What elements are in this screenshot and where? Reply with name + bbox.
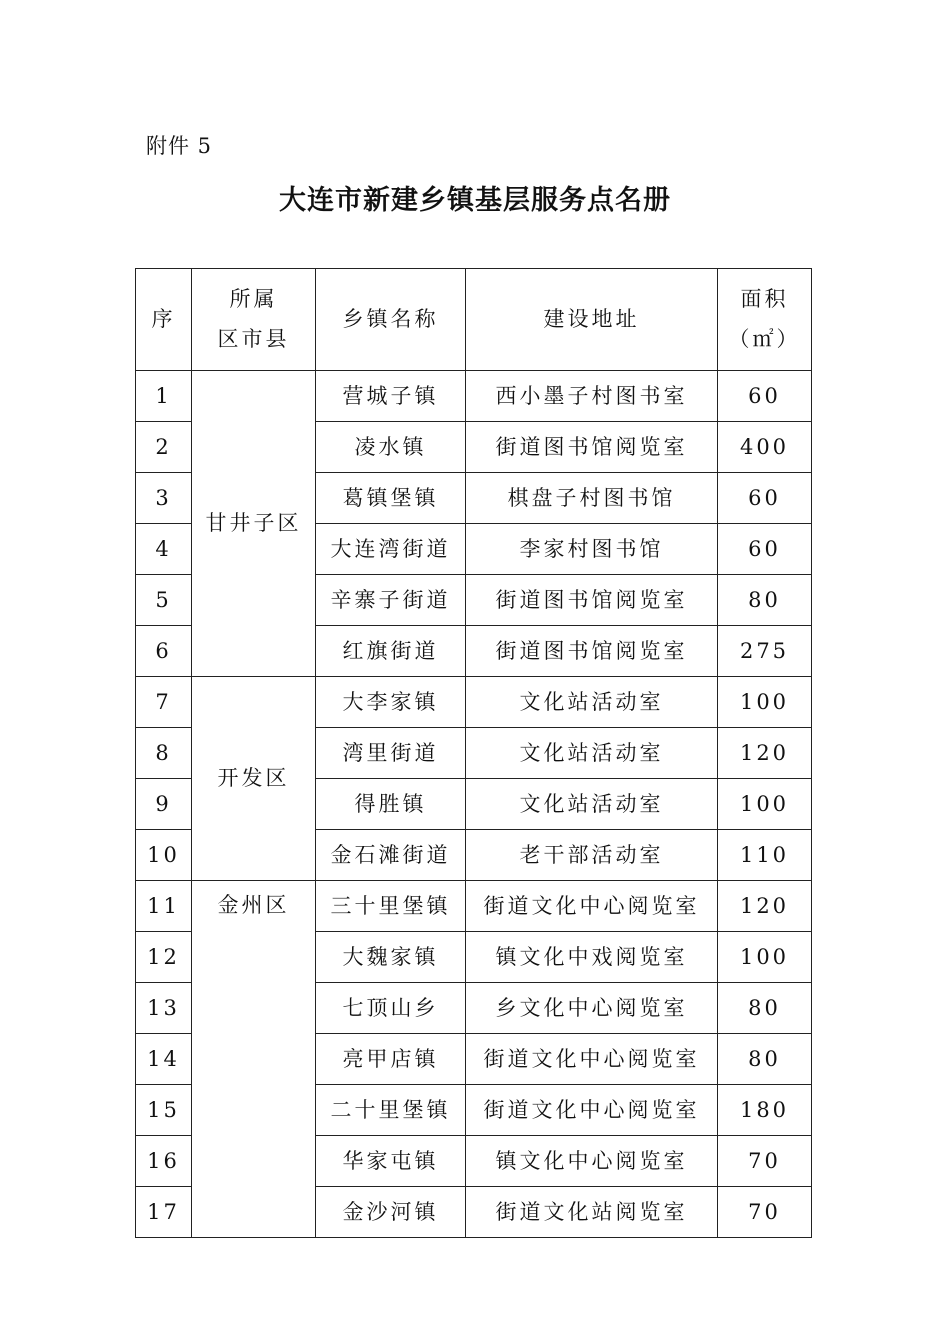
- town-cell: 三十里堡镇: [316, 881, 466, 932]
- seq-cell: 16: [136, 1136, 192, 1187]
- area-cell: 120: [718, 728, 812, 779]
- address-cell: 街道文化中心阅览室: [466, 1085, 718, 1136]
- address-cell: 西小墨子村图书室: [466, 371, 718, 422]
- address-cell: 街道文化中心阅览室: [466, 881, 718, 932]
- address-cell: 文化站活动室: [466, 728, 718, 779]
- address-cell: 文化站活动室: [466, 779, 718, 830]
- attachment-label: 附件 5: [146, 134, 213, 158]
- area-cell: 70: [718, 1187, 812, 1238]
- area-cell: 60: [718, 473, 812, 524]
- town-cell: 大魏家镇: [316, 932, 466, 983]
- town-cell: 红旗街道: [316, 626, 466, 677]
- seq-cell: 6: [136, 626, 192, 677]
- address-cell: 街道文化中心阅览室: [466, 1034, 718, 1085]
- table-header-row: [136, 269, 812, 371]
- area-cell: 80: [718, 575, 812, 626]
- table-body: [136, 371, 812, 1238]
- seq-cell: 2: [136, 422, 192, 473]
- header-district-line2: 区市县: [217, 326, 290, 351]
- town-cell: 金石滩街道: [316, 830, 466, 881]
- town-cell: 华家屯镇: [316, 1136, 466, 1187]
- area-cell: 110: [718, 830, 812, 881]
- address-cell: 老干部活动室: [466, 830, 718, 881]
- town-cell: 大李家镇: [316, 677, 466, 728]
- address-cell: 棋盘子村图书馆: [466, 473, 718, 524]
- address-cell: 李家村图书馆: [466, 524, 718, 575]
- seq-cell: 3: [136, 473, 192, 524]
- area-cell: 80: [718, 983, 812, 1034]
- seq-cell: 1: [136, 371, 192, 422]
- town-cell: 大连湾街道: [316, 524, 466, 575]
- town-cell: 营城子镇: [316, 371, 466, 422]
- seq-cell: 14: [136, 1034, 192, 1085]
- town-cell: 二十里堡镇: [316, 1085, 466, 1136]
- seq-cell: 4: [136, 524, 192, 575]
- seq-cell: 17: [136, 1187, 192, 1238]
- seq-cell: 12: [136, 932, 192, 983]
- district-cell: 开发区: [192, 677, 316, 881]
- district-cell: 金州区: [192, 881, 316, 1238]
- service-point-table: [135, 268, 812, 1238]
- area-cell: 80: [718, 1034, 812, 1085]
- town-cell: 得胜镇: [316, 779, 466, 830]
- table-row: [136, 371, 812, 422]
- document-title: 大连市新建乡镇基层服务点名册: [279, 185, 671, 216]
- address-cell: 文化站活动室: [466, 677, 718, 728]
- town-cell: 金沙河镇: [316, 1187, 466, 1238]
- area-cell: 100: [718, 932, 812, 983]
- header-district-line1: 所属: [229, 286, 278, 311]
- area-cell: 100: [718, 779, 812, 830]
- town-cell: 七顶山乡: [316, 983, 466, 1034]
- seq-cell: 8: [136, 728, 192, 779]
- header-area-line2: （㎡）: [728, 326, 801, 351]
- header-seq: 序: [136, 269, 192, 371]
- header-area: [718, 269, 812, 371]
- address-cell: 街道图书馆阅览室: [466, 575, 718, 626]
- town-cell: 辛寨子街道: [316, 575, 466, 626]
- address-cell: 街道图书馆阅览室: [466, 422, 718, 473]
- seq-cell: 5: [136, 575, 192, 626]
- area-cell: 120: [718, 881, 812, 932]
- address-cell: 街道图书馆阅览室: [466, 626, 718, 677]
- seq-cell: 10: [136, 830, 192, 881]
- seq-cell: 9: [136, 779, 192, 830]
- seq-cell: 13: [136, 983, 192, 1034]
- header-address: 建设地址: [466, 269, 718, 371]
- address-cell: 街道文化站阅览室: [466, 1187, 718, 1238]
- town-cell: 亮甲店镇: [316, 1034, 466, 1085]
- address-cell: 镇文化中心阅览室: [466, 1136, 718, 1187]
- header-town: 乡镇名称: [316, 269, 466, 371]
- area-cell: 100: [718, 677, 812, 728]
- district-cell: 甘井子区: [192, 371, 316, 677]
- address-cell: 乡文化中心阅览室: [466, 983, 718, 1034]
- area-cell: 400: [718, 422, 812, 473]
- area-cell: 60: [718, 371, 812, 422]
- header-area-line1: 面积: [740, 286, 789, 311]
- area-cell: 180: [718, 1085, 812, 1136]
- table-row: [136, 677, 812, 728]
- area-cell: 275: [718, 626, 812, 677]
- address-cell: 镇文化中戏阅览室: [466, 932, 718, 983]
- town-cell: 湾里街道: [316, 728, 466, 779]
- area-cell: 60: [718, 524, 812, 575]
- seq-cell: 7: [136, 677, 192, 728]
- area-cell: 70: [718, 1136, 812, 1187]
- town-cell: 凌水镇: [316, 422, 466, 473]
- header-district: [192, 269, 316, 371]
- town-cell: 葛镇堡镇: [316, 473, 466, 524]
- seq-cell: 11: [136, 881, 192, 932]
- seq-cell: 15: [136, 1085, 192, 1136]
- table-row: [136, 881, 812, 932]
